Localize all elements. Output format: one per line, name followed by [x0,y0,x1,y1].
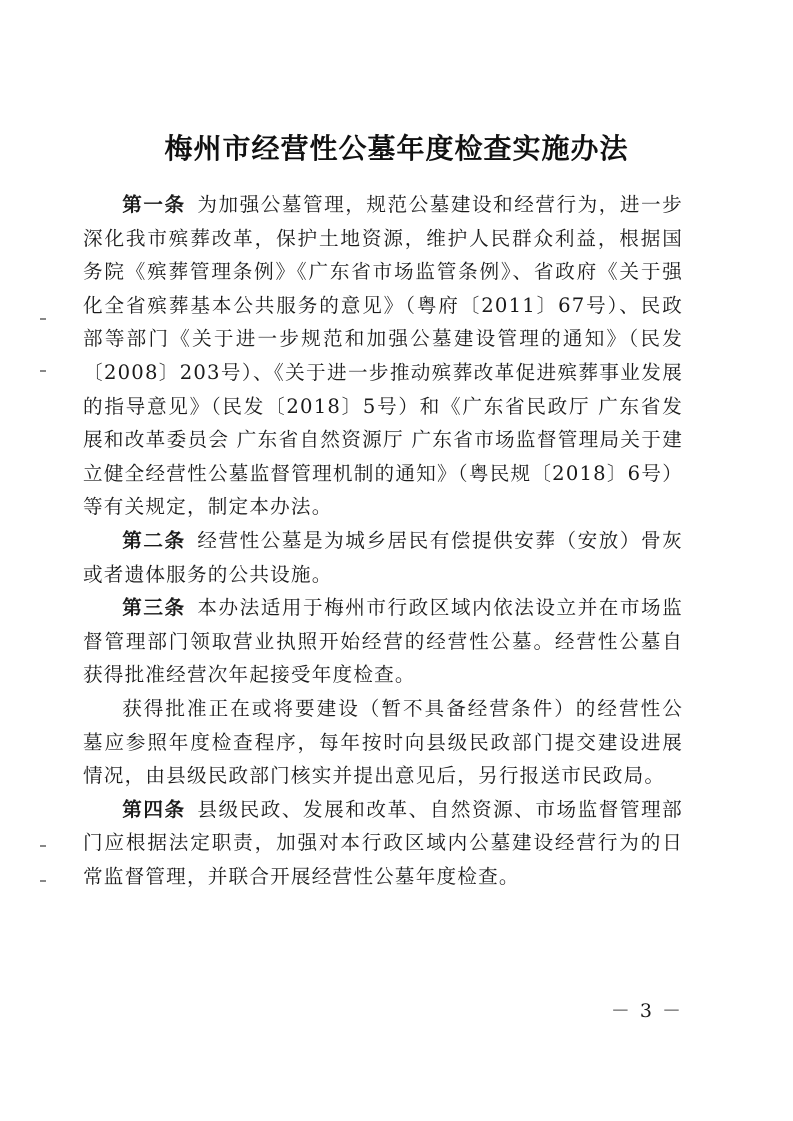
article-heading: 第四条 [122,797,186,821]
document-body [83,188,683,893]
scan-mark [40,318,46,320]
paragraph-text: 经营性公墓是为城乡居民有偿提供安葬（安放）骨灰或者遗体服务的公共设施。 [83,528,683,586]
paragraph [83,591,683,692]
article-heading: 第三条 [122,596,186,620]
scan-mark [40,370,46,372]
paragraph-text: 县级民政、发展和改革、自然资源、市场监督管理部门应根据法定职责，加强对本行政区域内公墓建设经营行为的日常监督管理，并联合开展经营性公墓年度检查。 [83,797,683,888]
document-title: 梅州市经营性公墓年度检查实施办法 [164,131,629,165]
paragraph-text: 获得批准正在或将要建设（暂不具备经营条件）的经营性公墓应参照年度检查程序，每年按时向县级民政部门提交建设进展情况，由县级民政部门核实并提出意见后，另行报送市民政局。 [83,696,683,788]
paragraph [83,793,683,894]
paragraph [83,692,683,793]
paragraph [83,524,683,591]
article-heading: 第二条 [122,528,186,552]
paragraph-text: 为加强公墓管理，规范公墓建设和经营行为，进一步深化我市殡葬改革，保护土地资源，维护人民群众利益，根据国务院《殡葬管理条例》《广东省市场监管条例》、省政府《关于强化全省殡葬基本公共服务的意见》（粤府〔2011〕67号）、民政部等部门《关于进一步规范和加强公墓建设管理的通知》（民发〔2008〕203号）、《关于进一步推动殡葬改革促进殡葬事业发展的指导意见》（民发〔2018〕5号）和《广东省民政厅 广东省发展和改革委员会 广东省自然资源厅 广东省市场监督管理局关于建立健全经营性公墓监督管理机制的通知》（粤民规〔2018〕6号）等有关规定，制定本办法。 [83,193,683,519]
scan-mark [40,880,46,882]
paragraph-text: 本办法适用于梅州市行政区域内依法设立并在市场监督管理部门领取营业执照开始经营的经营性公墓。经营性公墓自获得批准经营次年起接受年度检查。 [83,596,683,687]
scan-mark [40,845,46,847]
paragraph [83,188,683,524]
article-heading: 第一条 [122,193,186,216]
page-number: － 3 － [610,1000,683,1022]
